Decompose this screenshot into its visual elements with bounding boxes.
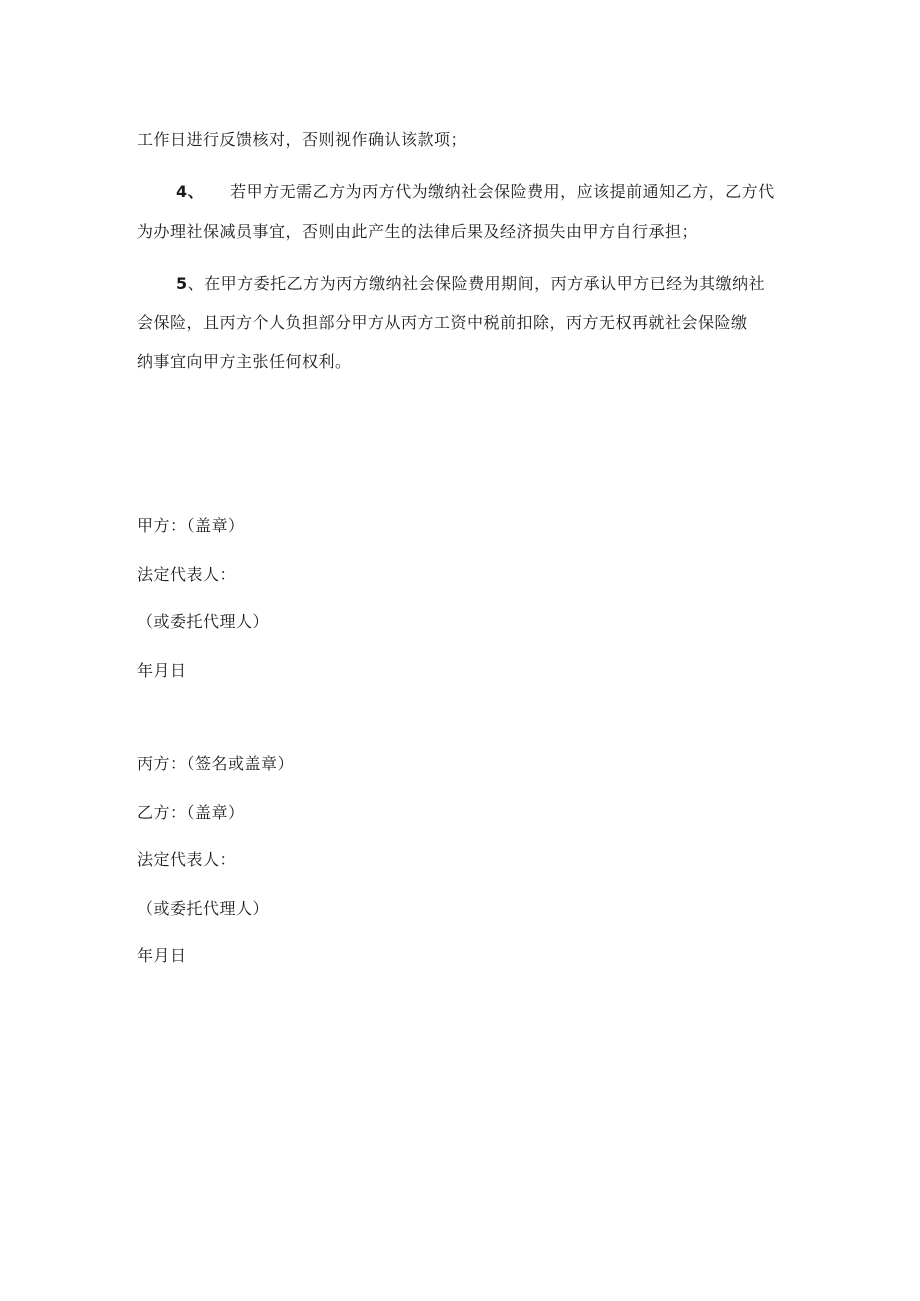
clause-5-number: 5 xyxy=(176,274,188,293)
party-b-date: 年月日 xyxy=(137,946,187,965)
clause-4-line-1 xyxy=(176,182,775,202)
party-a-legal-rep: 法定代表人： xyxy=(137,565,237,584)
party-b-legal-rep: 法定代表人： xyxy=(137,850,237,869)
clause-5-line-2: 会保险，且丙方个人负担部分甲方从丙方工资中税前扣除，丙方无权再就社会保险缴 xyxy=(137,313,748,332)
party-a-label: 甲方：（盖章） xyxy=(137,516,245,535)
party-a-agent: （或委托代理人） xyxy=(137,612,270,631)
party-b-agent: （或委托代理人） xyxy=(137,899,270,918)
clause-5-line-3: 纳事宜向甲方主张任何权利。 xyxy=(137,352,352,371)
clause-4-number: 4、 xyxy=(176,182,205,201)
clause-5-text-1: 、在甲方委托乙方为丙方缴纳社会保险费用期间，丙方承认甲方已经为其缴纳社 xyxy=(187,274,766,293)
clause-4-line-2: 为办理社保减员事宜，否则由此产生的法律后果及经济损失由甲方自行承担； xyxy=(137,222,699,241)
clause-5-line-1 xyxy=(176,274,765,294)
party-c-label: 丙方：（签名或盖章） xyxy=(137,754,295,773)
clause-4-text-1: 若甲方无需乙方为丙方代为缴纳社会保险费用，应该提前通知乙方，乙方代 xyxy=(230,182,775,201)
party-b-label: 乙方：（盖章） xyxy=(137,803,245,822)
continuation-line: 工作日进行反馈核对，否则视作确认该款项； xyxy=(137,130,468,149)
party-a-date: 年月日 xyxy=(137,661,187,680)
